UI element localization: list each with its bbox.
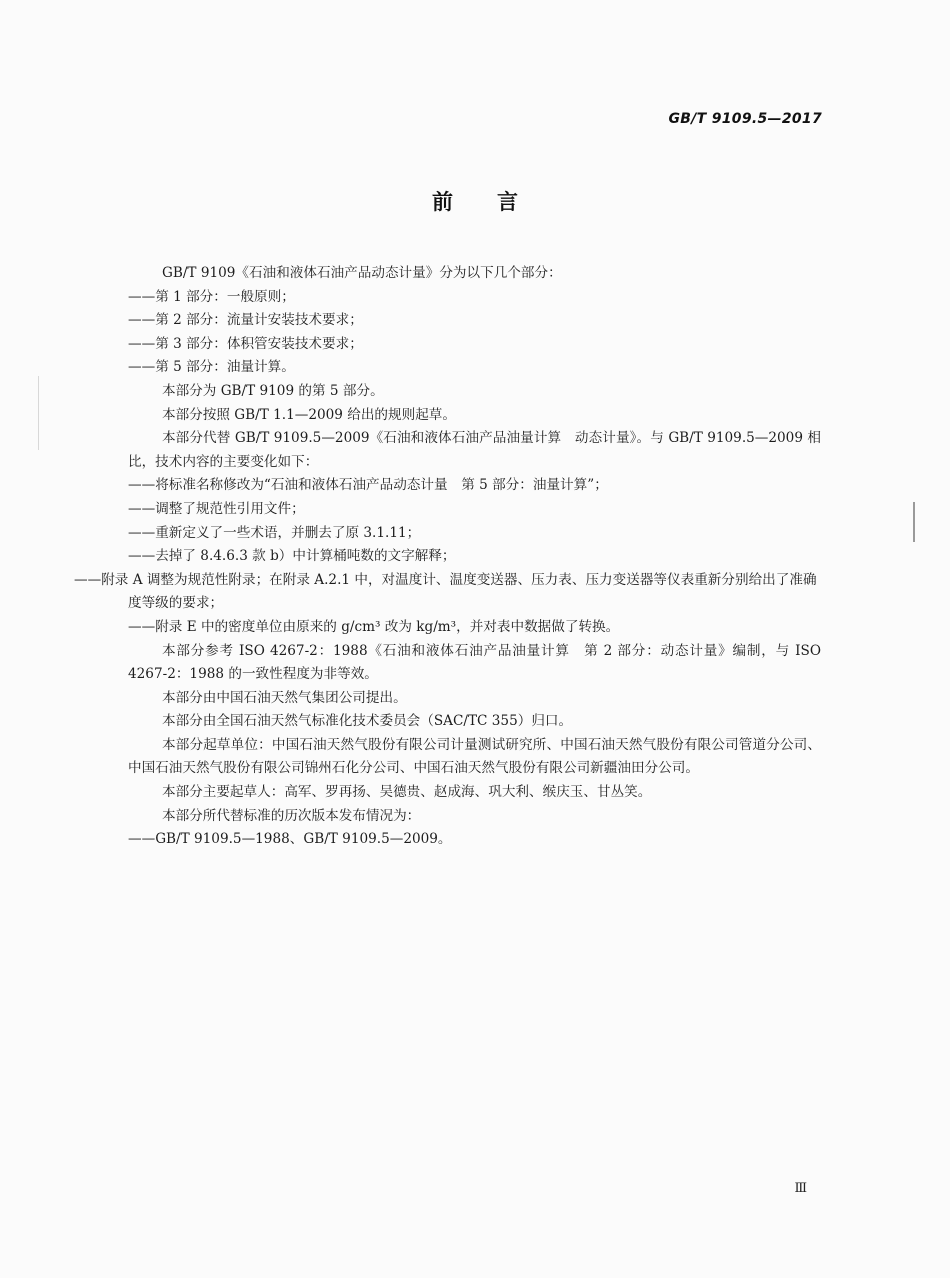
page-number: Ⅲ xyxy=(794,1181,807,1196)
list-item: ——GB/T 9109.5—1988、GB/T 9109.5—2009。 xyxy=(128,831,452,848)
paragraph-reference: 本部分参考 ISO 4267-2：1988《石油和液体石油产品油量计算 第 2 部分：动态计量》编制，与 ISO 4267-2：1988 的一致性程度为非等效。 xyxy=(128,642,821,683)
paragraph-replaces: 本部分代替 GB/T 9109.5—2009《石油和液体石油产品油量计算 动态计量》。与 GB/T 9109.5—2009 相比，技术内容的主要变化如下： xyxy=(128,430,821,470)
paragraph: 本部分由中国石油天然气集团公司提出。 xyxy=(162,689,407,706)
list-item: ——调整了规范性引用文件； xyxy=(128,500,305,517)
paragraph-drafters: 本部分主要起草人：高军、罗再扬、吴德贵、赵成海、巩大利、缑庆玉、甘丛笑。 xyxy=(162,784,652,801)
standard-code: GB/T 9109.5—2017 xyxy=(668,111,822,127)
paragraph: 本部分由全国石油天然气标准化技术委员会（SAC/TC 355）归口。 xyxy=(162,713,573,730)
list-item: ——第 3 部分：体积管安装技术要求； xyxy=(128,335,363,352)
list-item: ——附录 A 调整为规范性附录；在附录 A.2.1 中，对温度计、温度变送器、压力表、压力变送器等仪表重新分别给出了准确度等级的要求； xyxy=(74,571,817,612)
list-item: ——第 1 部分：一般原则； xyxy=(128,288,295,305)
paragraph-intro: GB/T 9109《石油和液体石油产品动态计量》分为以下几个部分： xyxy=(162,265,562,281)
paragraph: 本部分所代替标准的历次版本发布情况为： xyxy=(162,807,421,824)
list-item: ——第 2 部分：流量计安装技术要求； xyxy=(128,312,363,329)
foreword-body xyxy=(74,262,821,852)
paragraph: 本部分按照 GB/T 1.1—2009 给出的规则起草。 xyxy=(162,406,456,423)
page-title: 前言 xyxy=(432,190,562,214)
paragraph: 本部分为 GB/T 9109 的第 5 部分。 xyxy=(162,382,384,399)
list-item: ——附录 E 中的密度单位由原来的 g/cm³ 改为 kg/m³，并对表中数据做了转换。 xyxy=(128,618,620,635)
list-item: ——去掉了 8.4.6.3 款 b）中计算桶吨数的文字解释； xyxy=(128,548,456,565)
scan-margin-mark xyxy=(913,502,915,542)
list-item: ——第 5 部分：油量计算。 xyxy=(128,359,295,376)
list-item: ——将标准名称修改为“石油和液体石油产品动态计量 第 5 部分：油量计算”； xyxy=(128,477,608,494)
paragraph-drafting-units: 本部分起草单位：中国石油天然气股份有限公司计量测试研究所、中国石油天然气股份有限公司管道分公司、中国石油天然气股份有限公司锦州石化分公司、中国石油天然气股份有限公司新疆油田分公司。 xyxy=(128,736,821,777)
scan-margin-mark xyxy=(38,376,39,450)
list-item: ——重新定义了一些术语，并删去了原 3.1.11； xyxy=(128,524,421,541)
